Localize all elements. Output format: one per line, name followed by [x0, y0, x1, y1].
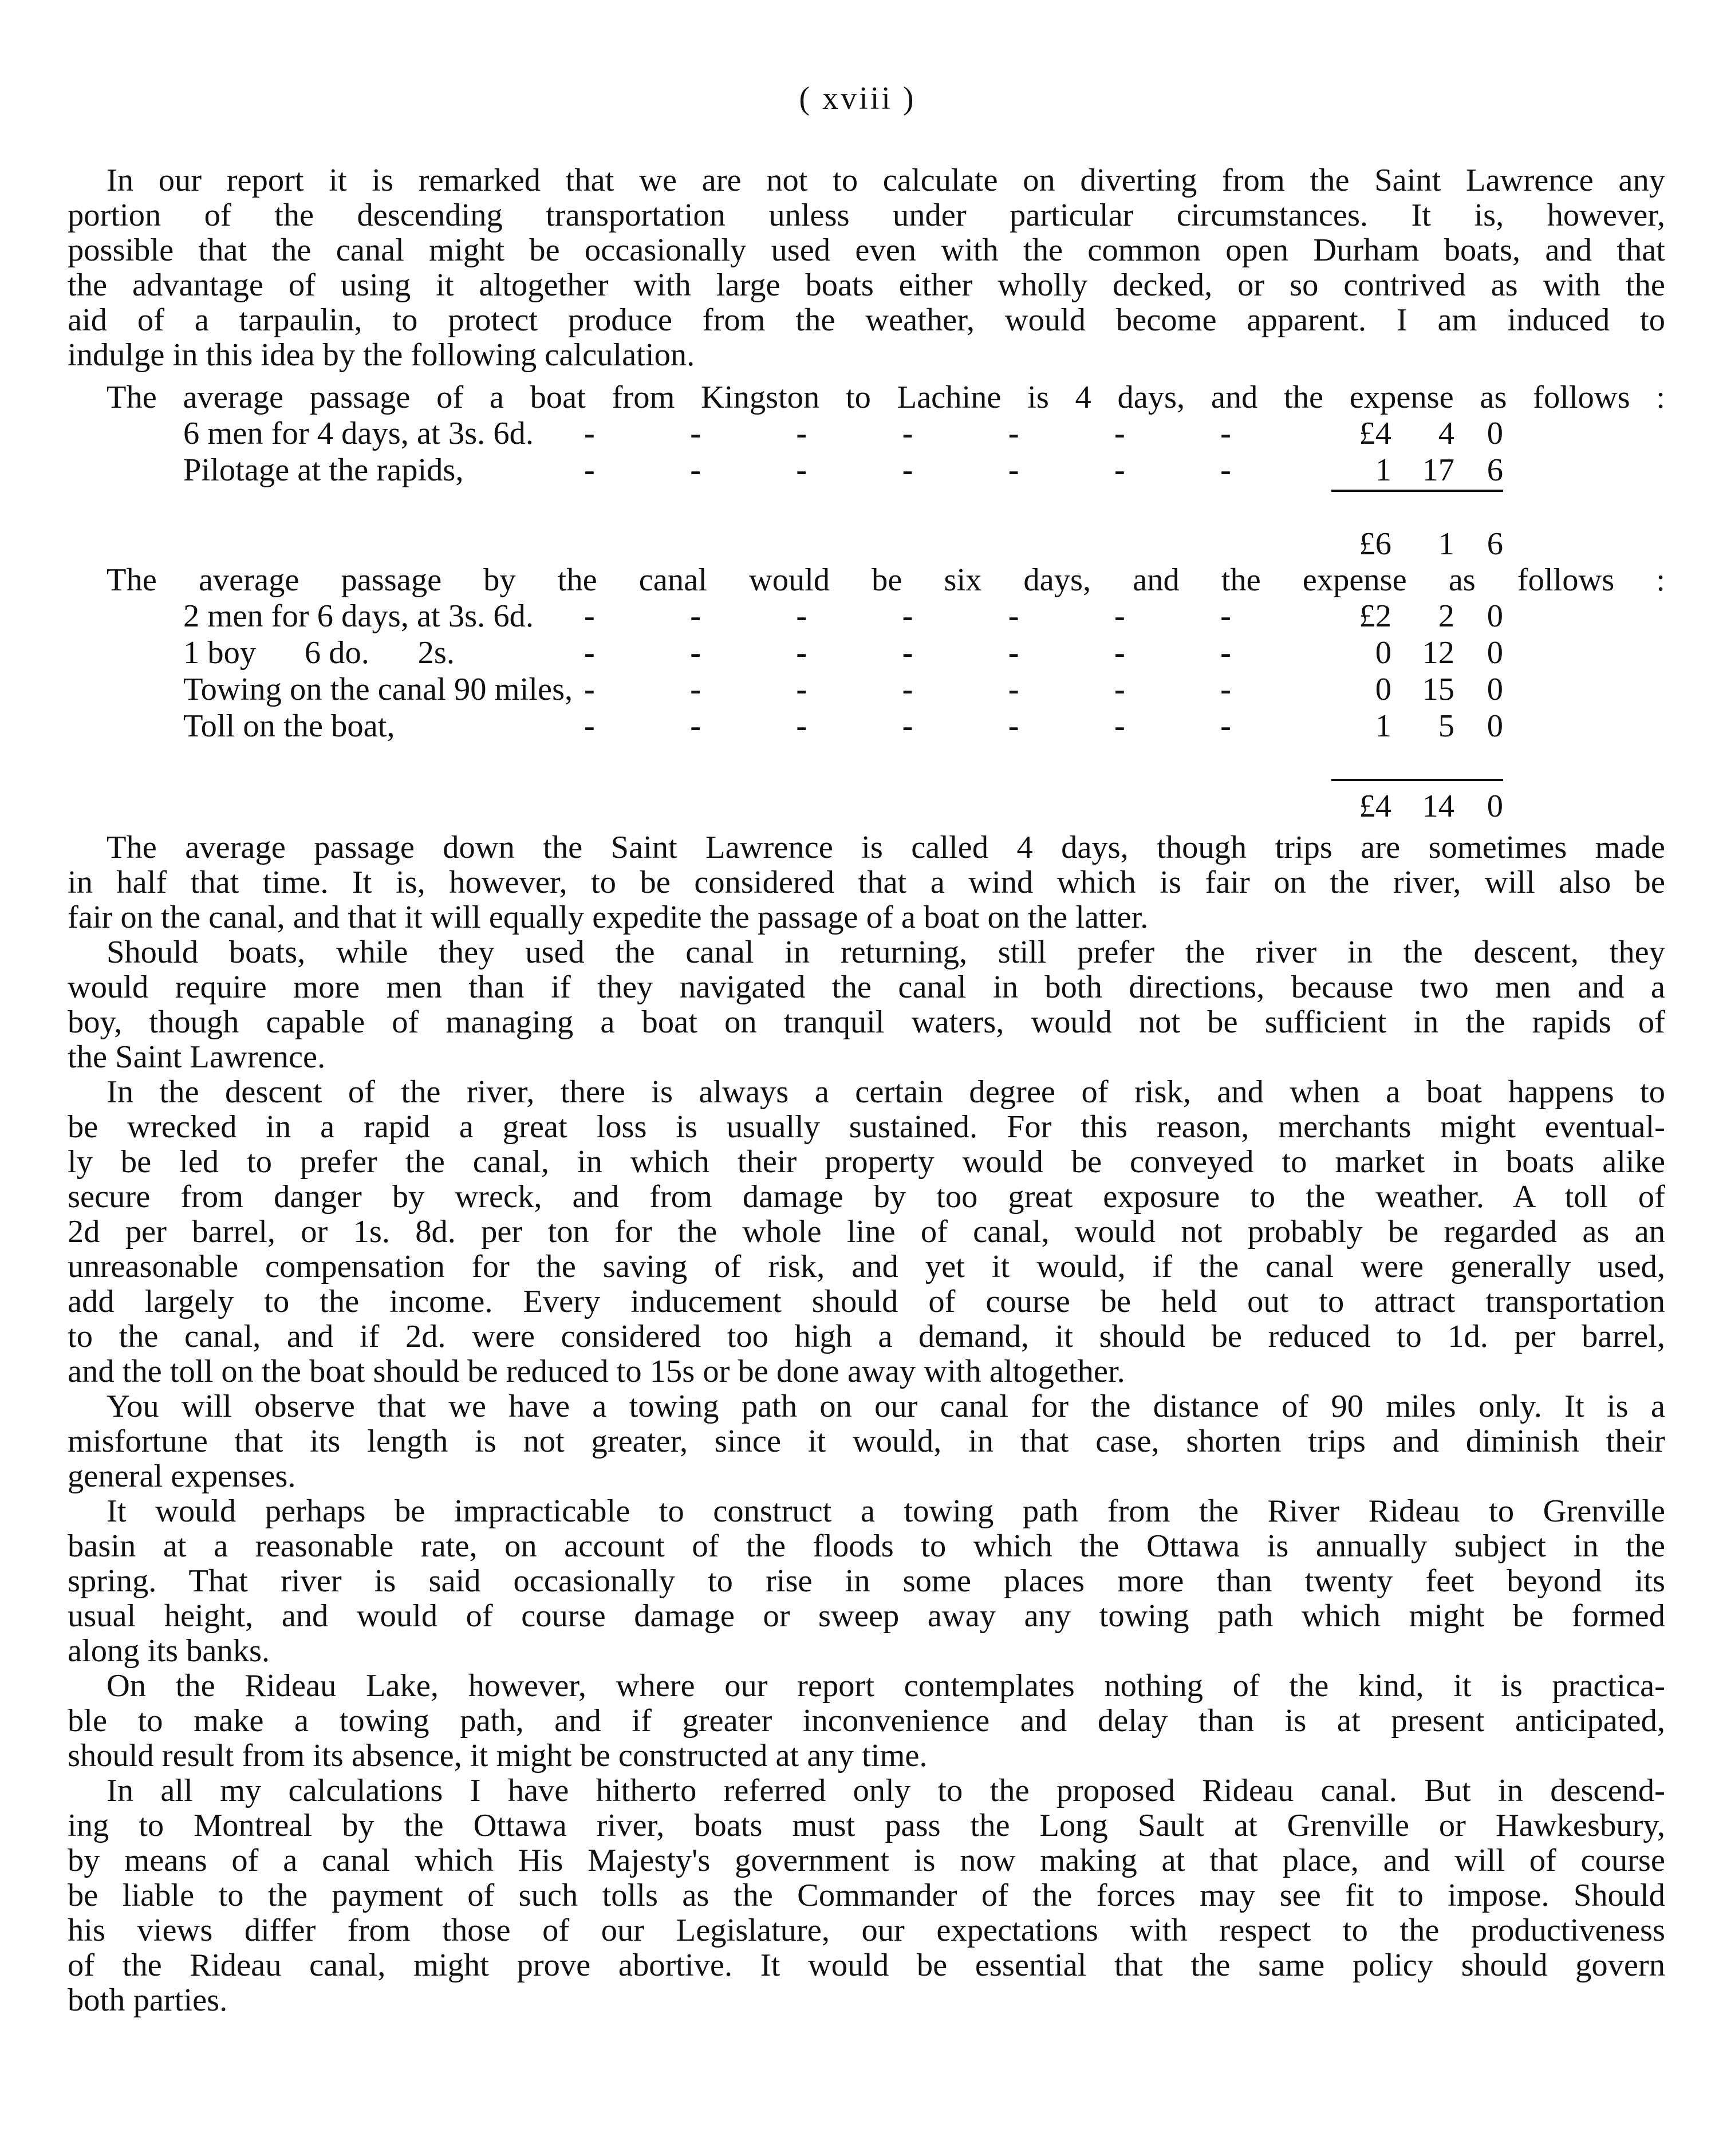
text-line: along its banks.: [68, 1634, 270, 1669]
leader-dash: -: [1220, 598, 1231, 634]
amount-shillings: 4: [1438, 416, 1454, 451]
leader-dash: -: [1008, 452, 1019, 488]
text-line: fair on the canal, and that it will equally expedite the passage of a boat on the latter.: [68, 900, 1149, 935]
amount-shillings: 2: [1438, 598, 1454, 634]
paragraph: [68, 1773, 1665, 2018]
text-line: his views differ from those of our Legislature, our expectations with respect to the productiveness: [68, 1913, 1665, 1948]
leader-dash: -: [584, 416, 595, 451]
expense-row: [0, 708, 1715, 744]
leader-dash: -: [902, 452, 913, 488]
leader-dash: -: [1008, 672, 1019, 707]
expense-label: Towing on the canal 90 miles,: [183, 672, 573, 707]
text-line: usual height, and would of course damage or sweep away any towing path which might be formed: [68, 1599, 1665, 1634]
leader-dash: -: [1114, 672, 1125, 707]
text-line: possible that the canal might be occasionally used even with the common open Durham boats, and that: [68, 233, 1665, 268]
text-line: On the Rideau Lake, however, where our report contemplates nothing of the kind, it is practica-: [107, 1669, 1665, 1704]
expense-label: Toll on the boat,: [183, 708, 395, 744]
dot-leader: [584, 671, 1231, 708]
expense-total-canal: [0, 788, 1715, 825]
paragraph: [68, 1389, 1665, 1494]
text-line: be wrecked in a rapid a great loss is usually sustained. For this reason, merchants might eventual-: [68, 1110, 1665, 1145]
amount-pounds: 1: [1375, 708, 1391, 744]
total-shillings: 1: [1438, 526, 1454, 562]
leader-dash: -: [902, 635, 913, 671]
leader-dash: -: [584, 672, 595, 707]
leader-dash: -: [902, 672, 913, 707]
dot-leader: [584, 634, 1231, 671]
text-line: portion of the descending transportation unless under particular circumstances. It is, however,: [68, 198, 1665, 233]
amount-pence: 0: [1487, 708, 1503, 744]
amount-pence: 0: [1487, 416, 1503, 451]
leader-dash: -: [902, 708, 913, 744]
amount-shillings: 17: [1422, 452, 1454, 488]
paragraph: [68, 163, 1665, 373]
amount-pence: 0: [1487, 635, 1503, 671]
expense-row: [0, 598, 1715, 634]
amount-pounds: 0: [1375, 672, 1391, 707]
leader-dash: -: [1220, 708, 1231, 744]
leader-dash: -: [796, 708, 807, 744]
text-line: Should boats, while they used the canal in returning, still prefer the river in the descent, they: [107, 935, 1665, 970]
leader-dash: -: [1220, 635, 1231, 671]
body-text-top: [68, 163, 1665, 373]
amount-shillings: 12: [1422, 635, 1454, 671]
amount-pounds: 0: [1375, 635, 1391, 671]
leader-dash: -: [690, 598, 701, 634]
leader-dash: -: [690, 672, 701, 707]
text-line: ing to Montreal by the Ottawa river, boats must pass the Long Sault at Grenville or Hawkesbury,: [68, 1808, 1665, 1843]
text-line: indulge in this idea by the following calculation.: [68, 338, 695, 373]
text-line: secure from danger by wreck, and from damage by too great exposure to the weather. A toll of: [68, 1180, 1665, 1215]
amount-pounds: £2: [1359, 598, 1391, 634]
text-line: by means of a canal which His Majesty's government is now making at that place, and will of course: [68, 1843, 1665, 1878]
paragraph: [68, 1669, 1665, 1773]
leader-dash: -: [1114, 598, 1125, 634]
expense-row: [0, 634, 1715, 671]
amount-pounds: £4: [1359, 416, 1391, 451]
text-line: basin at a reasonable rate, on account of the floods to which the Ottawa is annually subject in the: [68, 1529, 1665, 1564]
paragraph: [68, 935, 1665, 1075]
text-line: unreasonable compensation for the saving of risk, and yet it would, if the canal were generally used,: [68, 1250, 1665, 1284]
expense-row: [0, 415, 1715, 452]
expense-label: 1 boy 6 do. 2s.: [183, 635, 455, 671]
total-pence: 6: [1487, 526, 1503, 562]
total-pounds: £6: [1359, 526, 1391, 562]
text-line: You will observe that we have a towing path on our canal for the distance of 90 miles only. It is a: [107, 1389, 1665, 1424]
leader-dash: -: [796, 416, 807, 451]
paragraph: [68, 1075, 1665, 1389]
leader-dash: -: [796, 635, 807, 671]
leader-dash: -: [796, 672, 807, 707]
leader-dash: -: [1008, 416, 1019, 451]
text-line: in half that time. It is, however, to be considered that a wind which is fair on the river, will also be: [68, 865, 1665, 900]
text-line: In our report it is remarked that we are not to calculate on diverting from the Saint Lawrence any: [107, 163, 1665, 198]
expense-total-river: [0, 526, 1715, 562]
leader-dash: -: [1220, 416, 1231, 451]
leader-dash: -: [690, 635, 701, 671]
page-number: ( xviii ): [799, 81, 916, 116]
paragraph: [68, 1494, 1665, 1669]
leader-dash: -: [690, 416, 701, 451]
sum-rule: [1331, 490, 1503, 492]
total-shillings: 14: [1422, 789, 1454, 824]
amount-shillings: 5: [1438, 708, 1454, 744]
dot-leader: [584, 598, 1231, 634]
text-line: and the toll on the boat should be reduced to 15s or be done away with altogether.: [68, 1354, 1125, 1389]
text-line: add largely to the income. Every inducement should of course be held out to attract transportation: [68, 1284, 1665, 1319]
dot-leader: [584, 415, 1231, 452]
paragraph: [68, 830, 1665, 935]
amount-shillings: 15: [1422, 672, 1454, 707]
amount-pounds: 1: [1375, 452, 1391, 488]
leader-dash: -: [1114, 708, 1125, 744]
text-line: It would perhaps be impracticable to construct a towing path from the River Rideau to Grenville: [107, 1494, 1665, 1529]
text-line: the advantage of using it altogether with large boats either wholly decked, or so contrived as with the: [68, 268, 1665, 303]
total-pounds: £4: [1359, 789, 1391, 824]
text-line: general expenses.: [68, 1459, 296, 1494]
expense-table-canal: [0, 598, 1715, 744]
leader-dash: -: [690, 708, 701, 744]
dot-leader: [584, 708, 1231, 744]
leader-dash: -: [796, 598, 807, 634]
text-line: The average passage down the Saint Lawrence is called 4 days, though trips are sometimes made: [107, 830, 1665, 865]
leader-dash: -: [1008, 598, 1019, 634]
text-line: would require more men than if they navigated the canal in both directions, because two men and a: [68, 970, 1665, 1005]
expense-table-river: [0, 415, 1715, 488]
dot-leader: [584, 452, 1231, 488]
leader-dash: -: [1008, 635, 1019, 671]
text-line: be liable to the payment of such tolls as the Commander of the forces may see fit to impose. Should: [68, 1878, 1665, 1913]
leader-dash: -: [1114, 416, 1125, 451]
leader-dash: -: [1114, 452, 1125, 488]
text-line: boy, though capable of managing a boat on tranquil waters, would not be sufficient in the rapids of: [68, 1005, 1665, 1040]
leader-dash: -: [690, 452, 701, 488]
leader-dash: -: [584, 708, 595, 744]
leader-dash: -: [584, 598, 595, 634]
text-line: In all my calculations I have hitherto referred only to the proposed Rideau canal. But in descend-: [107, 1773, 1665, 1808]
leader-dash: -: [902, 416, 913, 451]
text-line: In the descent of the river, there is always a certain degree of risk, and when a boat happens to: [107, 1075, 1665, 1110]
leader-dash: -: [796, 452, 807, 488]
leader-dash: -: [584, 635, 595, 671]
expense-label: 6 men for 4 days, at 3s. 6d.: [183, 416, 534, 451]
text-line: ly be led to prefer the canal, in which their property would be conveyed to market in boats alike: [68, 1145, 1665, 1180]
text-line: should result from its absence, it might be constructed at any time.: [68, 1739, 928, 1773]
leader-dash: -: [1114, 635, 1125, 671]
leader-dash: -: [1220, 452, 1231, 488]
expense-label: 2 men for 6 days, at 3s. 6d.: [183, 598, 534, 634]
text-line: 2d per barrel, or 1s. 8d. per ton for the whole line of canal, would not probably be regarded as an: [68, 1215, 1665, 1250]
text-line: both parties.: [68, 1983, 228, 2018]
expense-intro-canal: The average passage by the canal would be six days, and the expense as follows :: [107, 562, 1665, 598]
text-line: of the Rideau canal, might prove abortive. It would be essential that the same policy should govern: [68, 1948, 1665, 1983]
body-text-bottom: [68, 830, 1665, 2018]
expense-label: Pilotage at the rapids,: [183, 452, 464, 488]
sum-rule: [1331, 779, 1503, 781]
leader-dash: -: [584, 452, 595, 488]
amount-pence: 0: [1487, 672, 1503, 707]
text-line: aid of a tarpaulin, to protect produce from the weather, would become apparent. I am induced to: [68, 303, 1665, 338]
text-line: ble to make a towing path, and if greater inconvenience and delay than is at present anticipated,: [68, 1704, 1665, 1739]
text-line: misfortune that its length is not greater, since it would, in that case, shorten trips and diminish their: [68, 1424, 1665, 1459]
expense-intro-kingston-lachine: The average passage of a boat from Kingston to Lachine is 4 days, and the expense as follows :: [107, 380, 1665, 415]
amount-pence: 6: [1487, 452, 1503, 488]
leader-dash: -: [902, 598, 913, 634]
leader-dash: -: [1220, 672, 1231, 707]
total-pence: 0: [1487, 789, 1503, 824]
expense-row: [0, 671, 1715, 708]
expense-row: [0, 452, 1715, 488]
amount-pence: 0: [1487, 598, 1503, 634]
text-line: spring. That river is said occasionally to rise in some places more than twenty feet beyond its: [68, 1564, 1665, 1599]
leader-dash: -: [1008, 708, 1019, 744]
text-line: the Saint Lawrence.: [68, 1040, 326, 1075]
text-line: to the canal, and if 2d. were considered too high a demand, it should be reduced to 1d. per barrel,: [68, 1319, 1665, 1354]
